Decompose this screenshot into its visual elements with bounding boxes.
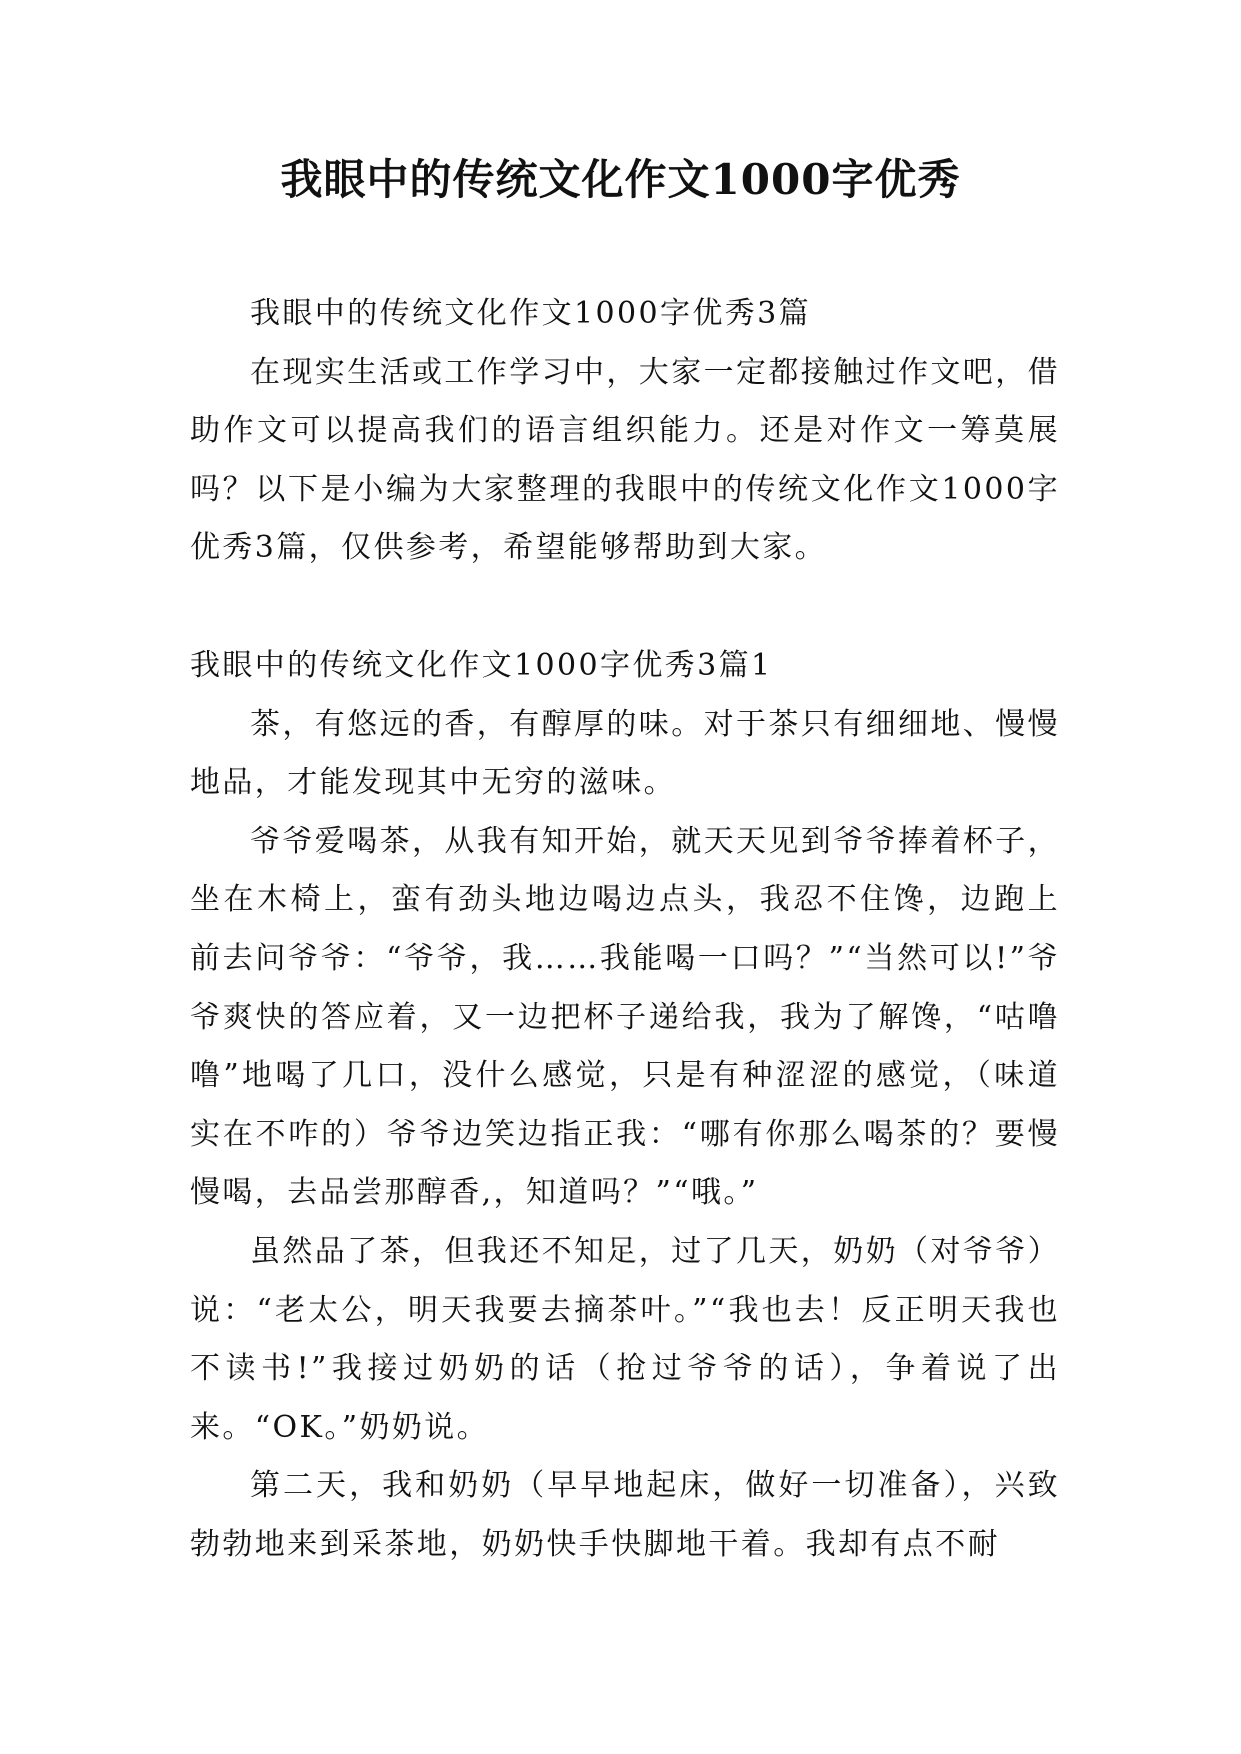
paragraph-spacer <box>190 578 1060 637</box>
section-heading: 我眼中的传统文化作文1000字优秀3篇1 <box>190 647 773 683</box>
body-paragraph: 茶，有悠远的香，有醇厚的味。对于茶只有细细地、慢慢地品，才能发现其中无穷的滋味。 <box>190 706 1060 801</box>
body-paragraph: 虽然品了茶，但我还不知足，过了几天，奶奶（对爷爷）说：“老太公，明天我要去摘茶叶。”“我也去！反正明天我也不读书!”我接过奶奶的话（抢过爷爷的话），争着说了出来。“OK。”奶奶说。 <box>190 1233 1060 1445</box>
document-body <box>190 285 1060 1574</box>
document-subtitle: 我眼中的传统文化作文1000字优秀3篇 <box>250 296 812 331</box>
body-paragraph: 第二天，我和奶奶（早早地起床，做好一切准备），兴致勃勃地来到采茶地，奶奶快手快脚地干着。我却有点不耐 <box>190 1468 1060 1562</box>
body-paragraph: 爷爷爱喝茶，从我有知开始，就天天见到爷爷捧着杯子，坐在木椅上，蛮有劲头地边喝边点头，我忍不住馋，边跑上前去问爷爷：“爷爷，我……我能喝一口吗？”“当然可以!”爷爷爽快的答应着，又一边把杯子递给我，我为了解馋，“咕噜噜”地喝了几口，没什么感觉，只是有种涩涩的感觉，（味道实在不咋的）爷爷边笑边指正我：“哪有你那么喝茶的？要慢慢喝，去品尝那醇香,，知道吗？”“哦。” <box>190 823 1060 1211</box>
intro-paragraph: 在现实生活或工作学习中，大家一定都接触过作文吧，借助作文可以提高我们的语言组织能力。还是对作文一筹莫展吗？以下是小编为大家整理的我眼中的传统文化作文1000字优秀3篇，仅供参考，希望能够帮助到大家。 <box>190 354 1060 566</box>
document-title: 我眼中的传统文化作文1000字优秀 <box>280 155 961 204</box>
